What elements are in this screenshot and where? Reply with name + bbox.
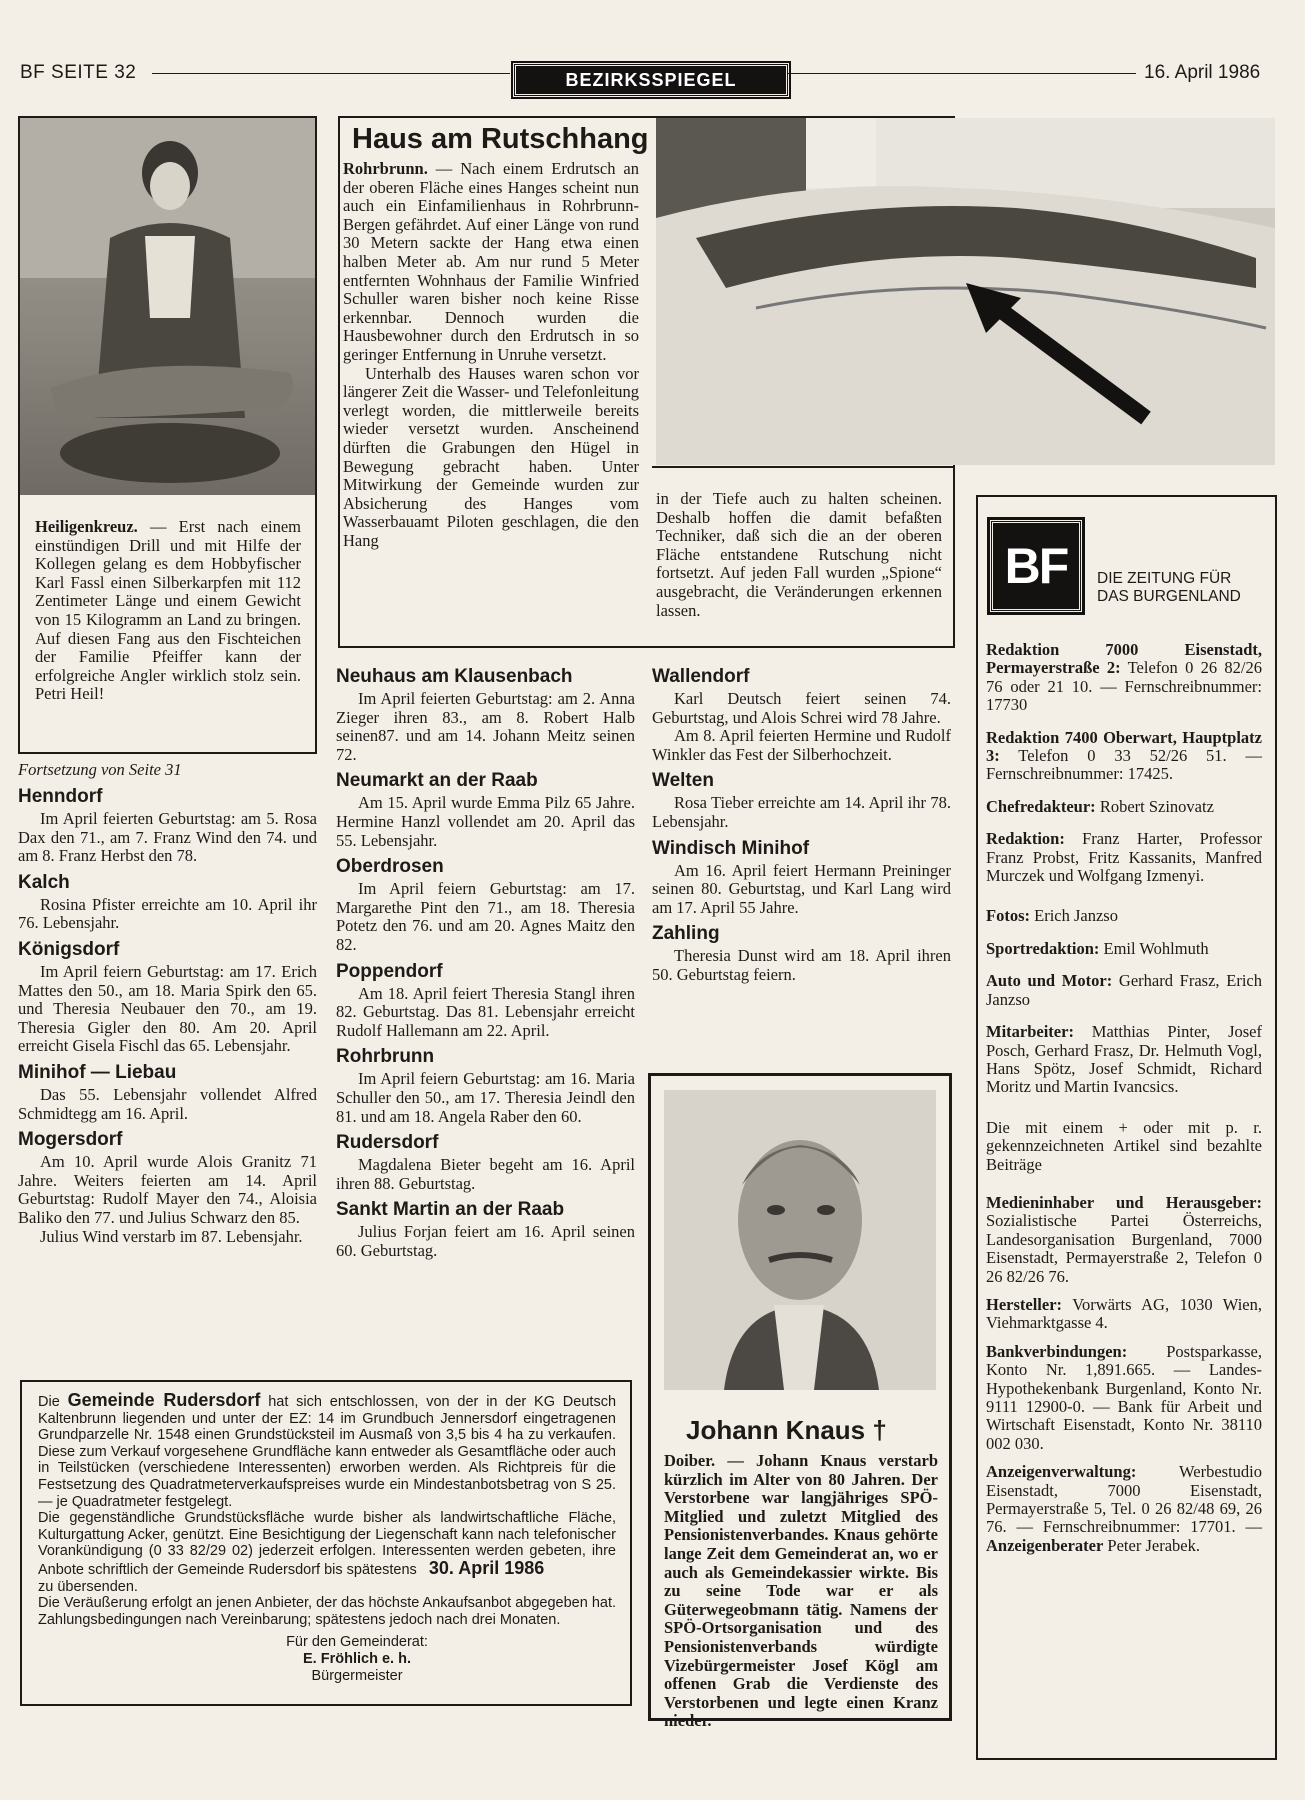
- henndorf-heading: Henndorf: [18, 786, 103, 807]
- imprint-tagline: [1097, 570, 1241, 606]
- mogersdorf-text2: Julius Wind verstarb im 87. Lebensjahr.: [40, 1226, 303, 1246]
- imprint-redaktion-text: Franz Harter, Professor Franz Probst, Fritz Kassanits, Manfred Murczek und Wolfgang Izmenyi.: [986, 829, 1262, 886]
- imprint-berater-text: Peter Jerabek.: [1103, 1535, 1200, 1555]
- rutsch-article-col2: [656, 490, 942, 620]
- rudersdorf-heading: Rudersdorf: [336, 1132, 439, 1154]
- imprint-chef-label: Chefredakteur:: [986, 796, 1096, 816]
- neuhaus-text: Im April feierten Geburtstag: am 2. Anna Zieger ihren 83., am 8. Robert Halb seinen87. und am 14. Johann Meitz seinen 72.: [336, 689, 635, 764]
- kalch-heading: Kalch: [18, 871, 70, 893]
- portrait-figure: [664, 1090, 936, 1390]
- mogersdorf-heading: Mogersdorf: [18, 1129, 123, 1151]
- sankt-martin-heading: Sankt Martin an der Raab: [336, 1199, 565, 1221]
- imprint-anz-text: Werbestudio Eisenstadt, 7000 Eisenstadt, Permayerstraße 5, Tel. 0 26 82/48 69, 26 76. — Fernschreibnummer: 17701. —: [986, 1462, 1262, 1537]
- header-rule-right: [788, 73, 1136, 74]
- angler-place: Heiligenkreuz.: [35, 517, 138, 536]
- notice-body3: zu übersenden.: [38, 1578, 138, 1595]
- imprint-sport-text: Emil Wohlmuth: [1099, 938, 1209, 958]
- koenigsdorf-text: Im April feiern Geburtstag: am 17. Erich Mattes den 50., am 18. Maria Spirk den 65. und Theresia Neubauer den 70., am 19. Theresia Gigler den 80. Am 20. April erreicht Gisela Fischl das 65. Lebensjahr.: [18, 961, 317, 1056]
- wallendorf-heading: Wallendorf: [652, 666, 750, 687]
- obituary-portrait: [664, 1090, 936, 1390]
- notice-sign3: Bürgermeister: [311, 1667, 403, 1684]
- wallendorf-text: Karl Deutsch feiert seinen 74. Geburtstag, und Alois Schrei wird 78 Jahre.: [652, 689, 951, 727]
- sale-notice: [20, 1380, 632, 1706]
- rudersdorf-text: Magdalena Bieter begeht am 16. April ihren 88. Geburtstag.: [336, 1155, 635, 1193]
- rutsch-article-col1: [343, 160, 639, 550]
- imprint-chef-text: Robert Szinovatz: [1095, 796, 1214, 816]
- notice-deadline: 30. April 1986: [428, 1557, 545, 1578]
- sankt-martin-text: Julius Forjan feiert am 16. April seinen 60. Geburtstag.: [336, 1222, 635, 1260]
- imprint-mitarb-label: Mitarbeiter:: [986, 1022, 1074, 1042]
- rutsch-para3: in der Tiefe auch zu halten scheinen. Deshalb hoffen die damit befaßten Techniker, daß sich die an der oberen Fläche entstandene Rutschung nicht fortsetzt. Auf jeden Fall wurden „Spione“ ausgebracht, die Veränderungen erkennen lassen.: [656, 489, 942, 620]
- poppendorf-heading: Poppendorf: [336, 960, 443, 982]
- imprint-fotos-label: Fotos:: [986, 906, 1030, 926]
- header-rule-left: [152, 73, 510, 74]
- imprint-mitarb-text: Matthias Pinter, Josef Posch, Gerhard Frasz, Dr. Helmuth Vogl, Hans Spötz, Josef Schmidt, Richard Moritz und Martin Ivancsics.: [986, 1022, 1262, 1097]
- neumarkt-heading: Neumarkt an der Raab: [336, 770, 538, 792]
- minihof-text: Das 55. Lebensjahr vollendet Alfred Schmidtegg am 16. April.: [18, 1084, 317, 1123]
- welten-text: Rosa Tieber erreichte am 14. April ihr 78. Lebensjahr.: [652, 793, 951, 831]
- windisch-minihof-text: Am 16. April feiert Hermann Preininger seinen 80. Geburtstag, und Karl Lang wird am 17. April 55 Jahre.: [652, 860, 951, 917]
- imprint-fotos-text: Erich Janzso: [1030, 906, 1118, 926]
- imprint-redaktion-label: Redaktion:: [986, 829, 1065, 849]
- issue-date: 16. April 1986: [1144, 62, 1261, 83]
- angler-figure: [20, 118, 315, 495]
- rohrbrunn-heading: Rohrbrunn: [336, 1046, 435, 1068]
- imprint-red2-label: Redaktion 7400 Oberwart, Hauptplatz 3:: [986, 727, 1262, 766]
- obituary-text: [664, 1452, 938, 1731]
- notice-body4: Die Veräußerung erfolgt an jenen Anbieter, der das höchste Ankaufsanbot abgegeben hat. Zahlungsbedingungen nach Vereinbarung; spätestens jedoch nach drei Monaten.: [38, 1595, 617, 1628]
- obituary-place: Doiber.: [664, 1451, 716, 1470]
- imprint-hersteller-label: Hersteller:: [986, 1294, 1063, 1314]
- section-banner: BEZIRKSSPIEGEL: [513, 63, 789, 97]
- notice-intro: Die: [38, 1394, 60, 1410]
- landslide-scene: [656, 118, 1275, 465]
- tagline-line1: DIE ZEITUNG FÜR: [1097, 570, 1232, 587]
- imprint-bank-text: Postsparkasse, Konto Nr. 1,891.665. — Landes-Hypothekenbank Burgenland, Konto Nr. 9111 12900-0. — Bank für Arbeit und Wirtschaft Eisenstadt, Konto Nr. 38110 002 030.: [986, 1341, 1262, 1453]
- obituary-body: — Johann Knaus verstarb kürzlich im Alter von 80 Jahren. Der Verstorbene war langjähriges SPÖ-Mitglied und zuletzt Mitglied des Pensionistenverbandes. Knaus gehörte lange Zeit dem Gemeinderat an, wo er auch als Gemeindekassier wirkte. Bis zu seine Tode war er als Güterwegeobmann tätig. Namens der SPÖ-Ortsorganisation und des Pensionistenverbands würdigte Vizebürgermeister Josef Kögl am offenen Grab die Verdienste des Verstorbenen und legte einen Kranz nieder.: [664, 1451, 938, 1731]
- imprint-paid-note: Die mit einem + oder mit p. r. gekennzeichneten Artikel sind bezahlte Beiträge: [986, 1117, 1262, 1174]
- notice-body2: Die gegenständliche Grundstücksfläche wurde bisher als landwirtschaftliche Fläche, Kulturgattung Acker, genützt. Eine Besichtigung der Liegenschaft kann nach telefonischer Vorankündigung (0 33 82/29 02) jederzeit erfolgen. Interessenten werden gebeten, ihre Anbote schriftlich der Gemeinde Rudersdorf bis spätestens: [38, 1510, 616, 1578]
- imprint-inhaber-label: Medieninhaber und Herausgeber:: [986, 1192, 1262, 1212]
- kalch-text: Rosina Pfister erreichte am 10. April ihr 76. Lebensjahr.: [18, 894, 317, 933]
- rutsch-para2: Unterhalb des Hauses waren schon vor längerer Zeit die Wasser- und Telefonleitung verlegt worden, die mittlerweile bereits wieder versetzt wurden. Anscheinend dürften die Grabungen den Hügel in Bewegung gebracht haben. Unter Mitwirkung der Gemeinde wurden zur Absicherung des Hanges vom Wasserbauamt Piloten geschlagen, die den Hang: [343, 363, 639, 550]
- imprint-inhaber-text: Sozialistische Partei Österreichs, Landesorganisation Burgenland, 7000 Eisenstadt, Permayerstraße 2, Telefon 0 26 82/26 76.: [986, 1211, 1262, 1286]
- continuation-note: Fortsetzung von Seite 31: [18, 760, 182, 779]
- mogersdorf-text: Am 10. April wurde Alois Granitz 71 Jahre. Weiters feierten am 14. April Geburtstag: Rudolf Mayer den 74., Aloisia Baliko den 77. und Julius Schwarz den 85.: [18, 1152, 317, 1227]
- imprint-auto-label: Auto und Motor:: [986, 971, 1113, 991]
- windisch-minihof-heading: Windisch Minihof: [652, 837, 810, 859]
- bf-logo: BF: [990, 520, 1082, 612]
- imprint-hersteller-text: Vorwärts AG, 1030 Wien, Viehmarktgasse 4.: [986, 1294, 1262, 1333]
- notice-body1: hat sich entschlossen, von der in der KG Deutsch Kaltenbrunn liegenden und unter der EZ: 14 im Grundbuch Jennersdorf eingetragenen Grundparzelle Nr. 1548 einen Grundstücksteil im Ausmaß von 3,5 bis 4 ha zu verkaufen. Diese zum Verkauf vorgesehene Grundfläche kann entweder als Gesamtfläche oder auch in Teilstücken (verschiedene Interessenten) erworben werden. Als Richtpreis für die Festsetzung des Quadratmeterverkaufspreises wurde ein Mindestanbotsbetrag von S 25.— je Quadratmeter festgelegt.: [38, 1394, 617, 1510]
- zahling-text: Theresia Dunst wird am 18. April ihren 50. Geburtstag feiern.: [652, 946, 951, 984]
- imprint-auto-text: Gerhard Frasz, Erich Janzso: [986, 971, 1262, 1009]
- zahling-heading: Zahling: [652, 923, 720, 945]
- imprint-berater-label: Anzeigenberater: [986, 1535, 1104, 1555]
- wallendorf-text2: Am 8. April feierten Hermine und Rudolf Winkler das Fest der Silberhochzeit.: [652, 726, 951, 764]
- landslide-photo: [656, 118, 1275, 465]
- page-label: BF SEITE 32: [20, 62, 137, 83]
- imprint-red2-text: Telefon 0 33 52/26 51. — Fernschreibnummer: 17425.: [986, 746, 1262, 784]
- koenigsdorf-heading: Königsdorf: [18, 938, 120, 960]
- notice-municipality: Gemeinde Rudersdorf: [67, 1390, 261, 1410]
- neumarkt-text: Am 15. April wurde Emma Pilz 65 Jahre. Hermine Hanzl vollendet am 20. April das 55. Lebensjahr.: [336, 793, 635, 850]
- angler-caption: [35, 518, 301, 704]
- tagline-line2: DAS BURGENLAND: [1097, 588, 1241, 605]
- minihof-heading: Minihof — Liebau: [18, 1061, 177, 1083]
- rutsch-para1: — Nach einem Erdrutsch an der oberen Fläche eines Hanges scheint nun auch ein Einfamilienhaus in Rohrbrunn-Bergen gefährdet. Auf einer Länge von rund 30 Metern sackte der Hang etwa einen halben Meter ab. Am nur rund 5 Meter entfernten Wohnhaus der Familie Winfried Schuller waren bisher noch keine Risse erkennbar. Dennoch wurden die Hausbewohner durch den Erdrutsch in so geringer Entfernung in Unruhe versetzt.: [343, 159, 639, 364]
- birthdays-col3: [652, 660, 951, 985]
- henndorf-text: Im April feierten Geburtstag: am 5. Rosa Dax den 71., am 7. Franz Wind den 74. und am 8. Franz Herbst den 78.: [18, 809, 317, 866]
- imprint-red1-text: Telefon 0 26 82/26 76 oder 21 10. — Fernschreibnummer: 17730: [986, 658, 1262, 715]
- neuhaus-heading: Neuhaus am Klausenbach: [336, 666, 573, 687]
- angler-caption-text: — Erst nach einem einstündigen Drill und mit Hilfe der Kollegen gelang es dem Hobbyfischer Karl Fassl einen Silberkarpfen mit 112 Zentimeter Länge und einem Gewicht von 15 Kilogramm an Land zu bringen. Auf diesen Fang aus den Fischteichen der Familie Pfeiffer kann der erfolgreiche Angler wirklich stolz sein. Petri Heil!: [35, 517, 301, 704]
- oberdrosen-heading: Oberdrosen: [336, 856, 444, 878]
- birthdays-col2: [336, 660, 635, 1260]
- imprint-sport-label: Sportredaktion:: [986, 938, 1100, 958]
- oberdrosen-text: Im April feiern Geburtstag: am 17. Margarethe Pint den 71., am 18. Theresia Potetz den 76. und am 20. Agnes Maitz den 82.: [336, 879, 635, 954]
- rutsch-place: Rohrbrunn.: [343, 159, 428, 178]
- imprint-red1-label: Redaktion 7000 Eisenstadt, Permayerstraße 2:: [986, 640, 1262, 678]
- birthdays-col1: [18, 760, 317, 1246]
- obituary-name: Johann Knaus †: [686, 1415, 887, 1445]
- notice-sign1: Für den Gemeinderat:: [286, 1634, 428, 1651]
- rutsch-inner-divider: [652, 466, 955, 468]
- imprint-anz-label: Anzeigenverwaltung:: [986, 1462, 1137, 1482]
- rohrbrunn-text: Im April feiern Geburtstag: am 16. Maria Schuller den 50., am 17. Theresia Jeindl den 81. und am 18. Angela Raber den 60.: [336, 1069, 635, 1126]
- welten-heading: Welten: [652, 770, 714, 792]
- poppendorf-text: Am 18. April feiert Theresia Stangl ihren 82. Geburtstag. Das 81. Lebensjahr erreicht Rudolf Hallemann am 22. April.: [336, 983, 635, 1040]
- rutsch-title: Haus am Rutschhang: [352, 123, 649, 155]
- angler-photo: [20, 118, 315, 495]
- imprint-bank-label: Bankverbindungen:: [986, 1341, 1128, 1361]
- notice-signatory: E. Fröhlich e. h.: [303, 1650, 411, 1667]
- imprint-details: [986, 641, 1262, 1565]
